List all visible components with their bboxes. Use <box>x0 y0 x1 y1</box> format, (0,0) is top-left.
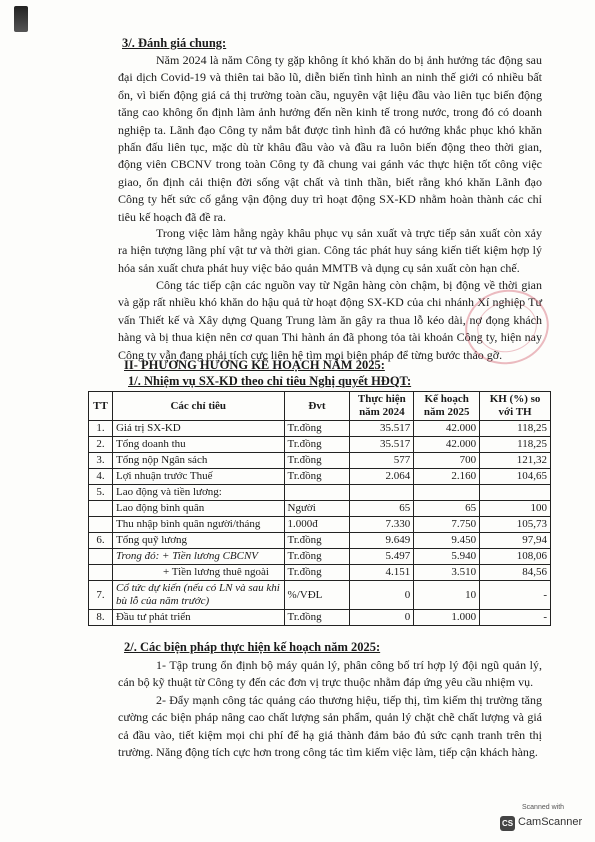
section-3-paragraph-1: Năm 2024 là năm Công ty gặp không ít khó khăn do bị ảnh hưởng tác động sau đại dịch Covid-19 và thiên tai bão lũ, diễn biến tình hình an ninh thế giới có nhiều bất ổn, vì biến động giá cả thị trường toàn cầu, nguyên vật liệu đầu vào liên tục biến động tăng cao không ổn định làm ảnh hưởng đến nền kinh tế trong nước, trong đó có doanh nghiệp ta. Lãnh đạo Công ty nắm bắt được tình hình đã có hướng khắc phục khó khăn phấn đấu liên tục, mặc dù từ khâu đầu vào và đầu ra luôn biến động theo thời gian, động viên CBCNV trong toàn Công ty đã chung vai gánh vác thực hiện tốt công việc giao, ổn định cải thiện đời sống vật chất và tinh thần, biết rằng khó khăn Lãnh đạo Công ty hết sức cố gắng vận động duy trì hoạt động SX-KD nhằm hoàn thành các chỉ tiêu kế hoạch đã đề ra. <box>118 53 542 224</box>
cell-tt: 3. <box>89 453 113 469</box>
header-tt: TT <box>89 392 113 421</box>
cell-unit: Tr.đồng <box>284 565 350 581</box>
cell-ratio: 118,25 <box>480 437 551 453</box>
cell-actual: 2.064 <box>350 469 414 485</box>
header-plan-2025: Kế hoạch năm 2025 <box>414 392 480 421</box>
cell-indicator: + Tiền lương thuê ngoài <box>112 565 284 581</box>
section-3-paragraph-2: Trong việc làm hằng ngày khâu phục vụ sản xuất và trực tiếp sản xuất còn xảy ra hiện tượng lãng phí vật tư và thời gian. Công tác phát huy sáng kiến tiết kiệm hợp lý hóa sản xuất chưa phát huy việc bảo quản MMTB và dụng cụ sản xuất còn hạn chế. <box>118 226 542 275</box>
table-row <box>89 501 551 517</box>
cell-plan: 42.000 <box>414 421 480 437</box>
camscanner-watermark <box>500 804 588 834</box>
cell-unit <box>284 485 350 501</box>
cell-indicator: Đầu tư phát triển <box>112 610 284 626</box>
cell-ratio: 105,73 <box>480 517 551 533</box>
cell-unit: Tr.đồng <box>284 453 350 469</box>
cell-plan: 10 <box>414 581 480 610</box>
cell-ratio: 84,56 <box>480 565 551 581</box>
cell-tt: 2. <box>89 437 113 453</box>
cell-actual: 5.497 <box>350 549 414 565</box>
cell-indicator: Thu nhập bình quân người/tháng <box>112 517 284 533</box>
cell-indicator: Tổng doanh thu <box>112 437 284 453</box>
subsection-1-title: 1/. Nhiệm vụ SX-KD theo chỉ tiêu Nghị quyết HĐQT: <box>128 374 412 388</box>
cell-actual: 0 <box>350 610 414 626</box>
cell-plan: 7.750 <box>414 517 480 533</box>
cell-unit: Tr.đồng <box>284 437 350 453</box>
measure-2: 2- Đẩy mạnh công tác quảng cáo thương hiệu, tiếp thị, tìm kiếm thị trường tăng cường các biện pháp nâng cao chất lượng sản phẩm, quản lý chặt chẽ chất lượng và giá cả đầu vào, tiết kiệm mọi chi phí để hạ giá thành đảm bảo đủ sức cạnh tranh trên thị trường. Năng động tích cực hơn trong công tác tìm kiếm việc làm, tiếp cận khách hàng. <box>118 693 542 760</box>
table-row <box>89 437 551 453</box>
cell-plan: 5.940 <box>414 549 480 565</box>
cell-actual: 9.649 <box>350 533 414 549</box>
cell-unit: 1.000đ <box>284 517 350 533</box>
section-3-paragraph-3: Công tác tiếp cận các nguồn vay từ Ngân hàng còn chậm, bị động về thời gian và gặp rất nhiều khó khăn do hậu quả từ hoạt động SX-KD của chi nhánh Xí nghiệp Tư vấn Thiết kế và Xây dựng Quang Trung làm ăn gây ra thua lỗ kéo dài, nợ đọng khách hàng và bị thua kiện nên cơ quan Thi hành án đã phong tỏa tài khoản Công ty, hiện nay Công ty vẫn đang phải tích cực liên hệ tìm mọi biện pháp để từng bước tháo gỡ. <box>118 278 542 362</box>
table-row <box>89 453 551 469</box>
cell-plan: 65 <box>414 501 480 517</box>
cell-indicator: Lợi nhuận trước Thuế <box>112 469 284 485</box>
measure-1: 1- Tập trung ổn định bộ máy quản lý, phân công bố trí hợp lý đội ngũ quản lý, cán bộ kỹ thuật từ Công ty đến các đơn vị trực thuộc nhằm đáp ứng yêu cầu nhiệm vụ. <box>118 658 542 690</box>
cell-indicator: Trong đó: + Tiền lương CBCNV <box>112 549 284 565</box>
cell-unit: Tr.đồng <box>284 549 350 565</box>
cell-unit: Người <box>284 501 350 517</box>
cell-unit: Tr.đồng <box>284 610 350 626</box>
table-row <box>89 421 551 437</box>
header-indicator: Các chỉ tiêu <box>112 392 284 421</box>
table-row <box>89 485 551 501</box>
cell-plan: 700 <box>414 453 480 469</box>
cell-indicator: Lao động bình quân <box>112 501 284 517</box>
scanner-name: CamScanner <box>518 816 583 828</box>
cell-actual: 35.517 <box>350 421 414 437</box>
cell-actual: 65 <box>350 501 414 517</box>
cell-ratio: 121,32 <box>480 453 551 469</box>
cell-tt <box>89 549 113 565</box>
cell-plan: 2.160 <box>414 469 480 485</box>
header-unit: Đvt <box>284 392 350 421</box>
table-row <box>89 610 551 626</box>
scanner-caption: Scanned with <box>522 804 565 811</box>
cell-tt: 7. <box>89 581 113 610</box>
cell-ratio: 104,65 <box>480 469 551 485</box>
cell-indicator: Giá trị SX-KD <box>112 421 284 437</box>
cell-tt <box>89 517 113 533</box>
cell-tt: 1. <box>89 421 113 437</box>
cell-tt: 6. <box>89 533 113 549</box>
table-header-row <box>89 392 551 421</box>
plan-table <box>88 391 551 626</box>
cell-actual: 7.330 <box>350 517 414 533</box>
cell-plan: 9.450 <box>414 533 480 549</box>
cell-plan: 1.000 <box>414 610 480 626</box>
camscanner-logo-icon: CS <box>500 816 515 831</box>
section-3-heading: 3/. Đánh giá chung: <box>122 36 227 50</box>
cell-indicator: Tổng quỹ lương <box>112 533 284 549</box>
cell-actual: 0 <box>350 581 414 610</box>
part-2-title: II- PHƯƠNG HƯỚNG KẾ HOẠCH NĂM 2025: <box>124 358 385 372</box>
cell-actual: 35.517 <box>350 437 414 453</box>
cell-tt <box>89 501 113 517</box>
cell-actual: 577 <box>350 453 414 469</box>
table-row <box>89 581 551 610</box>
table-row <box>89 565 551 581</box>
table-row <box>89 517 551 533</box>
cell-ratio: - <box>480 610 551 626</box>
table-row <box>89 549 551 565</box>
cell-unit: Tr.đồng <box>284 469 350 485</box>
cell-unit: %/VĐL <box>284 581 350 610</box>
cell-tt: 8. <box>89 610 113 626</box>
cell-tt: 5. <box>89 485 113 501</box>
header-actual-2024: Thực hiện năm 2024 <box>350 392 414 421</box>
cell-indicator: Lao động và tiền lương: <box>112 485 284 501</box>
subsection-2-title: 2/. Các biện pháp thực hiện kế hoạch năm 2025: <box>124 640 381 654</box>
cell-ratio: 97,94 <box>480 533 551 549</box>
header-plan-vs-actual: KH (%) so với TH <box>480 392 551 421</box>
cell-indicator: Cổ tức dự kiến (nếu có LN và sau khi bù lỗ của năm trước) <box>112 581 284 610</box>
cell-unit: Tr.đồng <box>284 533 350 549</box>
cell-ratio <box>480 485 551 501</box>
cell-ratio: - <box>480 581 551 610</box>
cell-tt: 4. <box>89 469 113 485</box>
cell-plan <box>414 485 480 501</box>
cell-actual: 4.151 <box>350 565 414 581</box>
table-row <box>89 533 551 549</box>
stamp-inner-ring <box>472 296 541 357</box>
scan-corner-mark <box>14 6 28 32</box>
cell-ratio: 108,06 <box>480 549 551 565</box>
cell-plan: 3.510 <box>414 565 480 581</box>
cell-indicator: Tổng nộp Ngân sách <box>112 453 284 469</box>
cell-plan: 42.000 <box>414 437 480 453</box>
cell-ratio: 100 <box>480 501 551 517</box>
cell-unit: Tr.đồng <box>284 421 350 437</box>
cell-actual <box>350 485 414 501</box>
cell-ratio: 118,25 <box>480 421 551 437</box>
cell-tt <box>89 565 113 581</box>
table-body <box>89 421 551 626</box>
table-row <box>89 469 551 485</box>
